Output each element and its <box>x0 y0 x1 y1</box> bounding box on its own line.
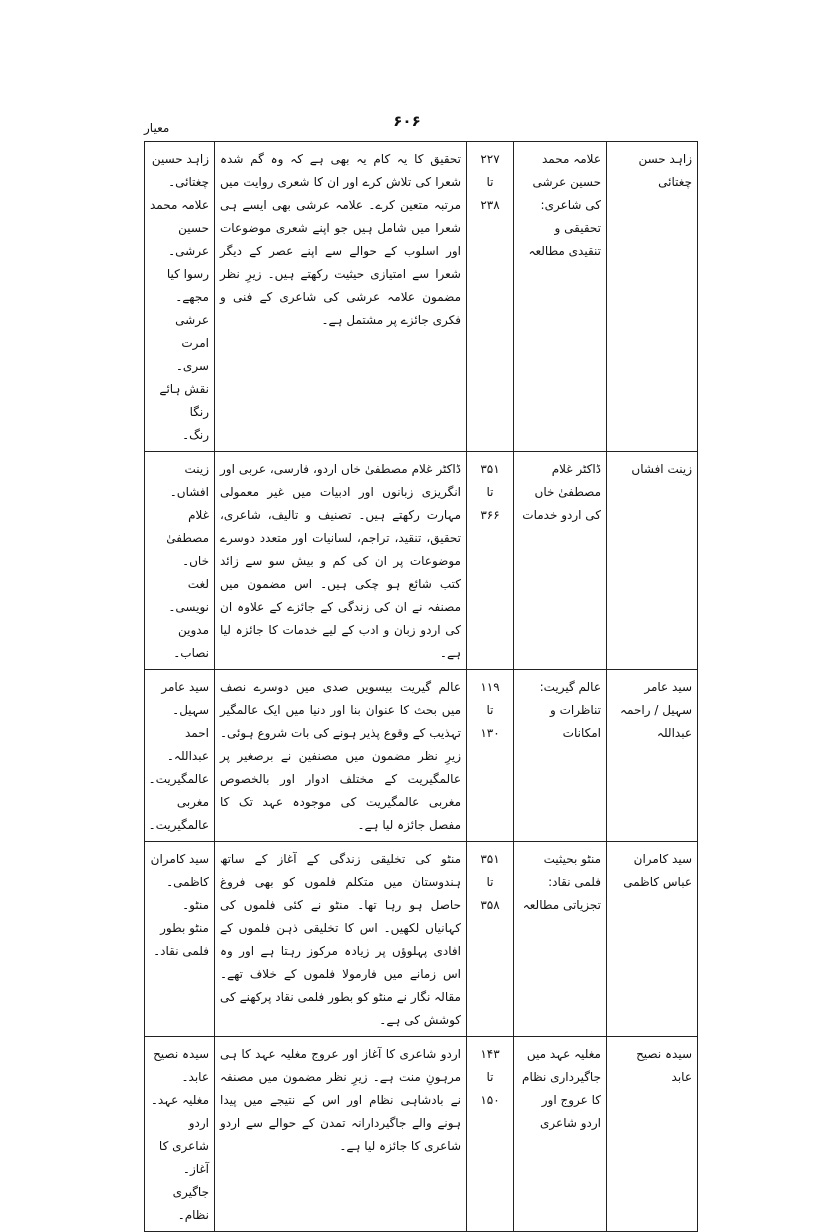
abstract-cell: تحقیق کا یہ کام یہ بھی ہے کہ وہ گم شدہ شعرا کی تلاش کرے اور ان کا شعری روایت میں مرتبہ متعین کرے۔ علامہ عرشی بھی ایسے ہی شعرا میں شامل ہیں جو اپنے شعری موضوعات اور اسلوب کے حوالے سے اپنے عصر کے دیگر شعرا سے امتیازی حیثیت رکھتے ہیں۔ زیرِ نظر مضمون علامہ عرشی کی شاعری کے فنی و فکری جائزے پر مشتمل ہے۔ <box>215 142 467 452</box>
keyword: زاہد حسین چغتائی۔ <box>151 152 209 189</box>
table-row <box>145 842 698 1037</box>
author-cell: سید کامران عباس کاظمی <box>607 842 698 1037</box>
title-cell: علامہ محمد حسین عرشی کی شاعری: تحقیقی و تنقیدی مطالعہ <box>514 142 607 452</box>
keyword: علامہ محمد حسین <box>149 198 209 235</box>
author-cell: سید عامر سہیل / راحمہ عبداللہ <box>607 670 698 842</box>
keyword: عرشی۔ رسوا کیا <box>166 244 209 281</box>
abstract-cell: اردو شاعری کا آغاز اور عروج مغلیہ عہد کا ہی مرہونِ منت ہے۔ زیرِ نظر مضمون میں مصنفہ نے بادشاہی نظام اور اس کے نتیجے میں پیدا ہونے والے جاگیردارانہ تمدن کے حوالے سے اردو شاعری کا جائزہ لیا ہے۔ <box>215 1037 467 1232</box>
page-from: ۲۲۷ <box>480 152 500 166</box>
keyword: لغت نویسی۔ <box>168 577 209 614</box>
page-sep: تا <box>486 1070 494 1084</box>
page-from: ۳۵۱ <box>480 462 500 476</box>
keyword: مدوین نصاب۔ <box>173 623 209 660</box>
keyword: سید کامران کاظمی۔ <box>150 852 209 889</box>
author-cell: زاہد حسن چغتائی <box>607 142 698 452</box>
abstract-cell: عالم گیریت بیسویں صدی میں دوسرے نصف میں بحث کا عنوان بنا اور دنیا میں ایک عالمگیر تہذیب کے وقوع پذیر ہونے کی بات شروع ہوئی۔ زیرِ نظر مضمون میں مصنفین نے برصغیر پر عالمگیریت کے مختلف ادوار اور بالخصوص مغربی عالمگیریت کی موجودہ عہد تک کا مفصل جائزہ لیا ہے۔ <box>215 670 467 842</box>
page-sep: تا <box>486 175 494 189</box>
pages-cell <box>467 1037 514 1232</box>
article-index-table <box>144 141 698 1232</box>
table-row <box>145 1037 698 1232</box>
keywords-cell <box>145 1037 215 1232</box>
author-cell: سیدہ نصیح عابد <box>607 1037 698 1232</box>
keyword: مغربی <box>176 795 209 809</box>
page-to: ۲۳۸ <box>480 198 500 212</box>
keyword: منٹو۔ <box>182 898 209 912</box>
keyword: سید عامر سہیل۔ <box>161 680 209 717</box>
page-from: ۱۴۳ <box>480 1047 500 1061</box>
pages-cell <box>467 670 514 842</box>
keywords-cell <box>145 670 215 842</box>
page-from: ۱۱۹ <box>480 680 500 694</box>
abstract-cell: ڈاکٹر غلام مصطفیٰ خاں اردو، فارسی، عربی اور انگریزی زبانوں اور ادبیات میں غیر معمولی مہارت رکھتے ہیں۔ تصنیف و تالیف، شاعری، تحقیق، تنقید، تراجم، لسانیات اور متعدد دوسرے موضوعات پر ان کی کم و بیش سو سے زائد کتب شائع ہو چکی ہیں۔ اس مضمون میں مصنفہ نے ان کی زندگی کے جائزے کے علاوہ ان کی اردو زبان و ادب کے لیے خدمات کا جائزہ لیا ہے۔ <box>215 452 467 670</box>
keywords-cell <box>145 142 215 452</box>
keyword: احمد عبداللہ۔ <box>166 726 209 763</box>
table-row <box>145 452 698 670</box>
title-cell: مغلیہ عہد میں جاگیرداری نظام کا عروج اور اردو شاعری <box>514 1037 607 1232</box>
table-row <box>145 142 698 452</box>
title-cell: عالم گیریت: تناظرات و امکانات <box>514 670 607 842</box>
pages-cell <box>467 142 514 452</box>
title-cell: ڈاکٹر غلام مصطفیٰ خاں کی اردو خدمات <box>514 452 607 670</box>
page-number: ۶۰۶ <box>393 112 421 130</box>
keyword: سری۔ نقش ہائے رنگا <box>159 359 209 419</box>
keyword: شاعری کا آغاز۔ <box>158 1139 209 1176</box>
keyword: عالمگیریت۔ <box>148 818 209 832</box>
keywords-cell <box>145 452 215 670</box>
title-cell: منٹو بحیثیت فلمی نقاد: تجزیاتی مطالعہ <box>514 842 607 1037</box>
keyword: غلام مصطفیٰ خاں۔ <box>166 508 209 568</box>
author-cell: زینت افشاں <box>607 452 698 670</box>
page-from: ۳۵۱ <box>480 852 500 866</box>
journal-name: معیار <box>144 121 170 135</box>
keyword: مغلیہ عہد۔ اردو <box>150 1093 209 1130</box>
abstract-cell: منٹو کی تخلیقی زندگی کے آغاز کے ساتھ ہندوستان میں متکلم فلموں کو بھی فروغ حاصل ہو رہا تھا۔ منٹو نے کئی فلموں کی کہانیاں لکھیں۔ اس کا تخلیقی ذہن فلموں کے افادی پہلوؤں پر زیادہ مرکوز رہتا ہے اور وہ اس زمانے میں فارمولا فلموں کے خلاف تھے۔ مقالہ نگار نے منٹو کو بطور فلمی نقاد پرکھنے کی کوشش کی ہے۔ <box>215 842 467 1037</box>
keyword: منٹو بطور فلمی نقاد۔ <box>153 921 209 958</box>
table-row <box>145 670 698 842</box>
keywords-cell <box>145 842 215 1037</box>
pages-cell <box>467 842 514 1037</box>
page-to: ۳۶۶ <box>480 508 500 522</box>
page-sep: تا <box>486 485 494 499</box>
page-to: ۱۳۰ <box>480 726 500 740</box>
keyword: رنگ۔ <box>182 428 209 442</box>
keyword: عالمگیریت۔ <box>148 772 209 786</box>
keyword: جاگیری نظام۔ <box>172 1185 209 1222</box>
keyword: زینت افشاں۔ <box>169 462 209 499</box>
pages-cell <box>467 452 514 670</box>
page-to: ۱۵۰ <box>480 1093 500 1107</box>
keyword: سیدہ نصیح عابد۔ <box>153 1047 209 1084</box>
page-sep: تا <box>486 703 494 717</box>
page-sep: تا <box>486 875 494 889</box>
keyword: مجھے۔ عرشی امرت <box>175 290 209 350</box>
page-to: ۳۵۸ <box>480 898 500 912</box>
